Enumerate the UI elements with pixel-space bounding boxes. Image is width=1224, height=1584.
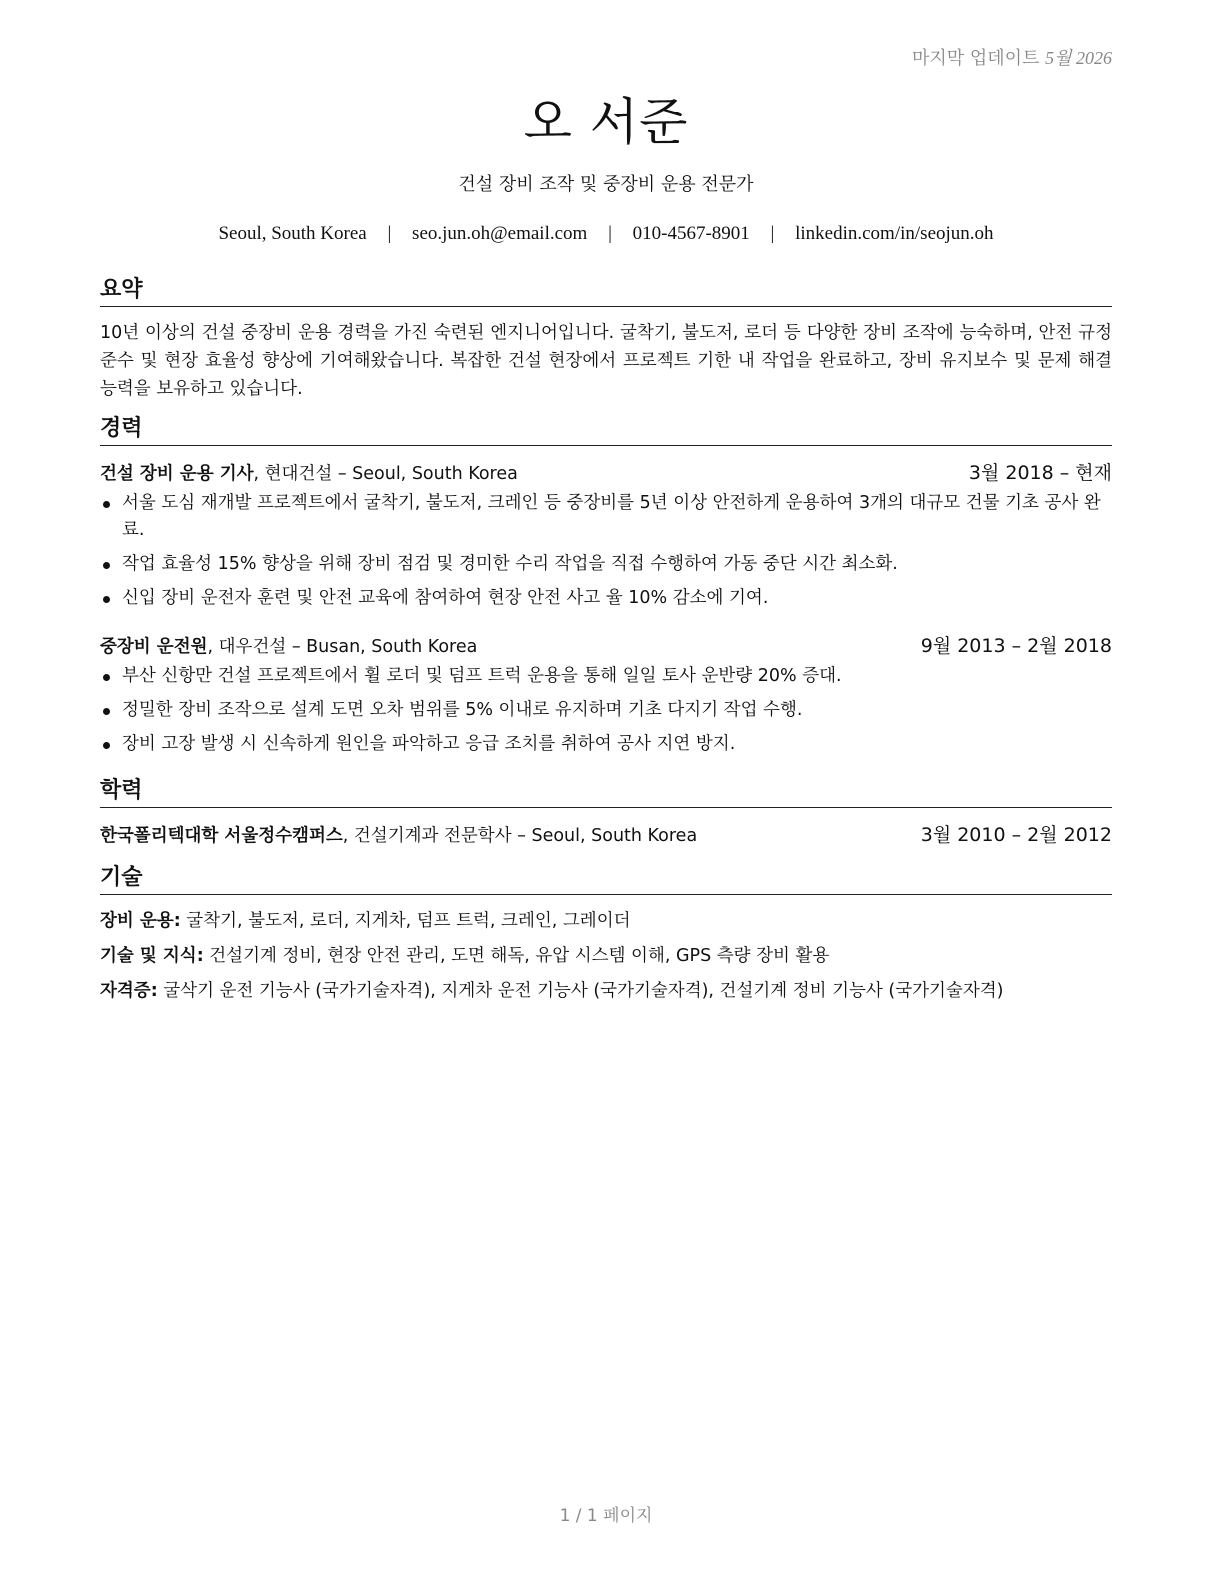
job-org: , 대우건설 – Busan, South Korea [207,637,478,657]
section-title-education: 학력 [100,777,1112,808]
contact-line [100,223,1112,245]
education-section [100,777,1112,850]
job-bullet: 작업 효율성 15% 향상을 위해 장비 점검 및 경미한 수리 작업을 직접 수행하여 가동 중단 시간 최소화. [100,551,1112,578]
summary-text: 10년 이상의 건설 중장비 운용 경력을 가진 숙련된 엔지니어입니다. 굴착기, 불도저, 로더 등 다양한 장비 조작에 능숙하며, 안전 규정 준수 및 현장 효율성 향상에 기여해왔습니다. 복잡한 건설 현장에서 프로젝트 기한 내 작업을 완료하고, 장비 유지보수 및 문제 해결 능력을 보유하고 있습니다. [100,323,1112,399]
summary-section [100,276,1112,403]
job-entry [100,632,1112,758]
skill-label: 장비 운용: [100,911,181,931]
job-org: , 현대건설 – Seoul, South Korea [253,464,518,484]
contact-email[interactable]: seo.jun.oh@email.com [412,223,588,244]
contact-separator: | [608,223,612,244]
skill-row [100,977,1112,1005]
job-bullet: 부산 신항만 건설 프로젝트에서 휠 로더 및 덤프 트럭 운용을 통해 일일 토사 운반량 20% 증대. [100,663,1112,690]
skills-section [100,864,1112,1012]
job-role: 건설 장비 운용 기사 [100,464,254,484]
experience-section [100,415,1112,765]
skills-list [100,907,1112,1005]
contact-location: Seoul, South Korea [218,223,367,244]
skill-row [100,942,1112,970]
person-name: 오 서준 [523,93,689,151]
contact-phone: 010-4567-8901 [632,223,750,244]
last-updated-date: 5월 2026 [1045,48,1112,68]
contact-separator: | [387,223,392,244]
job-bullet: 신입 장비 운전자 훈련 및 안전 교육에 참여하여 현장 안전 사고 율 10% 감소에 기여. [100,585,1112,612]
skill-value: 건설기계 정비, 현장 안전 관리, 도면 해독, 유압 시스템 이해, GPS 측량 장비 활용 [203,946,830,966]
section-title-summary: 요약 [100,276,1112,307]
school-detail: , 건설기계과 전문학사 – Seoul, South Korea [342,826,698,846]
skill-label: 자격증: [100,981,158,1001]
job-header [100,459,1112,488]
contact-linkedin[interactable]: linkedin.com/in/seojun.oh [795,223,994,244]
skill-value: 굴착기, 불도저, 로더, 지게차, 덤프 트럭, 크레인, 그레이더 [180,911,631,931]
contact-separator: | [770,223,775,244]
last-updated-label: 마지막 업데이트 [911,48,1040,69]
skill-label: 기술 및 지식: [100,946,204,966]
job-bullets [100,490,1112,612]
page-number: 1 / 1 페이지 [559,1506,653,1526]
headline: 건설 장비 조작 및 중장비 운용 전문가 [458,174,754,195]
section-title-experience: 경력 [100,415,1112,446]
job-bullet: 장비 고장 발생 시 신속하게 원인을 파악하고 응급 조치를 취하여 공사 지연 방지. [100,731,1112,758]
resume-page [100,0,1112,1584]
skill-row [100,907,1112,935]
job-bullets [100,663,1112,758]
job-bullet: 정밀한 장비 조작으로 설계 도면 오차 범위를 5% 이내로 유지하며 기초 다지기 작업 수행. [100,697,1112,724]
job-date: 9월 2013 – 2월 2018 [920,635,1112,657]
school-name: 한국폴리텍대학 서울정수캠퍼스 [100,826,343,846]
job-date: 3월 2018 – 현재 [968,462,1112,484]
job-role: 중장비 운전원 [100,637,208,657]
skill-value: 굴삭기 운전 기능사 (국가기술자격), 지게차 운전 기능사 (국가기술자격), 건설기계 정비 기능사 (국가기술자격) [157,981,1004,1001]
section-title-skills: 기술 [100,864,1112,895]
education-entry [100,821,1112,850]
last-updated [912,44,1112,70]
job-entry [100,459,1112,612]
job-bullet: 서울 도심 재개발 프로젝트에서 굴착기, 불도저, 크레인 등 중장비를 5년 이상 안전하게 운용하여 3개의 대규모 건물 기초 공사 완료. [100,490,1112,544]
education-date: 3월 2010 – 2월 2012 [920,824,1112,846]
job-header [100,632,1112,661]
